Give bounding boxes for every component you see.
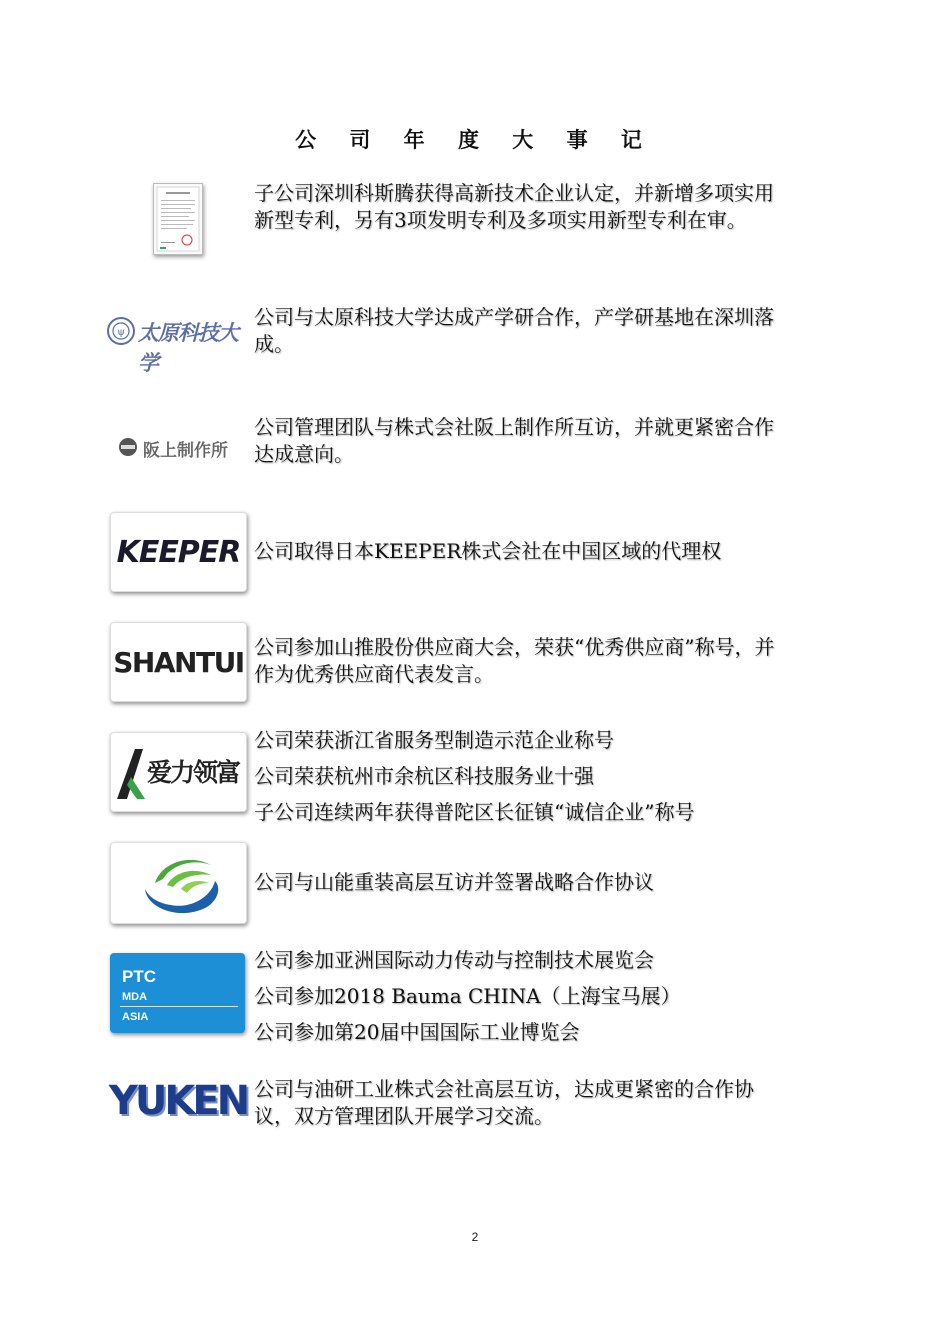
event-text: 公司管理团队与株式会社阪上制作所互访，并就更紧密合作达成意向。 bbox=[254, 415, 774, 466]
event-text: 公司参加山推股份供应商大会，荣获“优秀供应商”称号，并作为优秀供应商代表发言。 bbox=[254, 635, 775, 686]
event-text: 子公司深圳科斯腾获得高新技术企业认定，并新增多项实用新型专利，另有3项发明专利及多项实用新型专利在审。 bbox=[254, 181, 774, 232]
event-text: 公司与油研工业株式会社高层互访，达成更紧密的合作协议，双方管理团队开展学习交流。 bbox=[254, 1077, 754, 1128]
mda-logo-text: MDA bbox=[122, 991, 148, 1003]
certificate-image bbox=[153, 183, 203, 255]
yuken-logo-text: YUKEN bbox=[108, 1078, 248, 1124]
aili-logo-text: 爱力领富 bbox=[147, 758, 240, 787]
event-entry-yuken bbox=[254, 1076, 784, 1130]
event-entry-sakagami bbox=[254, 414, 784, 468]
event-entry-keeper bbox=[254, 538, 784, 565]
event-text: 公司参加亚洲国际动力传动与控制技术展览会 bbox=[254, 948, 654, 972]
yuken-logo bbox=[108, 1074, 248, 1128]
shantui-logo bbox=[110, 622, 247, 702]
keeper-logo bbox=[110, 512, 247, 592]
event-entry-exhibitions bbox=[254, 942, 784, 1050]
keeper-logo-text: KEEPER bbox=[116, 534, 241, 570]
svg-text:ψ: ψ bbox=[117, 327, 125, 338]
event-text: 公司与山能重装高层互访并签署战略合作协议 bbox=[254, 870, 654, 894]
event-entry-shantui bbox=[254, 634, 784, 688]
event-entry-awards bbox=[254, 722, 784, 830]
event-text: 子公司连续两年获得普陀区长征镇“诚信企业”称号 bbox=[254, 800, 695, 824]
ptc-logo-text: PTC bbox=[122, 967, 156, 986]
sakagami-logo bbox=[117, 434, 237, 460]
event-entry-shanneng bbox=[254, 869, 784, 896]
tyust-logo-text: 太原科技大学 bbox=[138, 320, 238, 375]
event-entry-high-tech bbox=[254, 180, 784, 234]
sakagami-logo-text: 阪上制作所 bbox=[143, 441, 228, 461]
asia-logo-text: ASIA bbox=[122, 1011, 149, 1023]
page-title: 公 司 年 度 大 事 记 bbox=[295, 128, 655, 152]
ptc-asia-logo bbox=[110, 953, 245, 1033]
event-text: 公司参加2018 Bauma CHINA（上海宝马展） bbox=[254, 984, 681, 1008]
shantui-logo-text: SHANTUI bbox=[113, 645, 244, 679]
page-number: 2 bbox=[471, 1230, 479, 1244]
event-text: 公司取得日本KEEPER株式会社在中国区域的代理权 bbox=[254, 539, 722, 563]
event-text: 公司与太原科技大学达成产学研合作，产学研基地在深圳落成。 bbox=[254, 305, 774, 356]
event-text: 公司荣获杭州市余杭区科技服务业十强 bbox=[254, 764, 594, 788]
event-text: 公司荣获浙江省服务型制造示范企业称号 bbox=[254, 728, 614, 752]
event-text: 公司参加第20届中国国际工业博览会 bbox=[254, 1020, 580, 1044]
event-entry-tyust bbox=[254, 304, 784, 358]
tyust-logo bbox=[106, 313, 246, 375]
aili-logo bbox=[110, 732, 247, 812]
shanneng-logo bbox=[110, 842, 247, 924]
